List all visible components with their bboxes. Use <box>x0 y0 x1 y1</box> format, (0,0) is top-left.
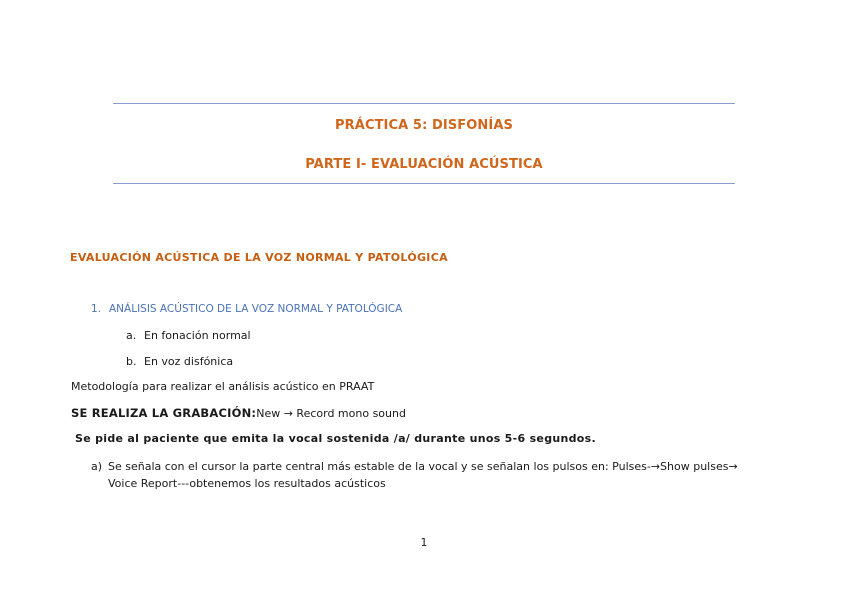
numbered-list-item-1 <box>91 303 402 315</box>
sub-item-a <box>126 329 251 342</box>
recording-label: SE REALIZA LA GRABACIÓN: <box>71 406 257 420</box>
list-item-text: ANÁLISIS ACÚSTICO DE LA VOZ NORMAL Y PATOLÓGICA <box>109 303 403 315</box>
document-title: PRÁCTICA 5: DISFONÍAS <box>335 118 513 133</box>
sub-item-b <box>126 355 233 368</box>
sub-item-letter: a. <box>126 329 137 342</box>
sub-item-text: En voz disfónica <box>144 355 234 368</box>
step-a-paragraph <box>91 458 761 492</box>
header-bottom-rule <box>113 183 735 184</box>
document-subtitle: PARTE I- EVALUACIÓN ACÚSTICA <box>305 157 543 172</box>
step-marker: a) <box>91 460 103 473</box>
header-top-rule <box>113 103 735 104</box>
methodology-paragraph: Metodología para realizar el análisis acústico en PRAAT <box>71 380 375 393</box>
recording-text: New → Record mono sound <box>256 407 406 420</box>
recording-paragraph <box>71 406 406 420</box>
sub-item-text: En fonación normal <box>144 329 251 342</box>
sub-item-letter: b. <box>126 355 137 368</box>
page-number: 1 <box>420 537 428 549</box>
list-item-number: 1. <box>91 303 102 315</box>
step-text: Se señala con el cursor la parte central más estable de la vocal y se señalan los pulsos en: Pulses-→Show pulses→ Voice Report---obtenemos los resultados acústicos <box>108 460 738 490</box>
section-heading: EVALUACIÓN ACÚSTICA DE LA VOZ NORMAL Y PATOLÓGICA <box>70 251 448 264</box>
instruction-paragraph: Se pide al paciente que emita la vocal sostenida /a/ durante unos 5-6 segundos. <box>75 432 596 445</box>
